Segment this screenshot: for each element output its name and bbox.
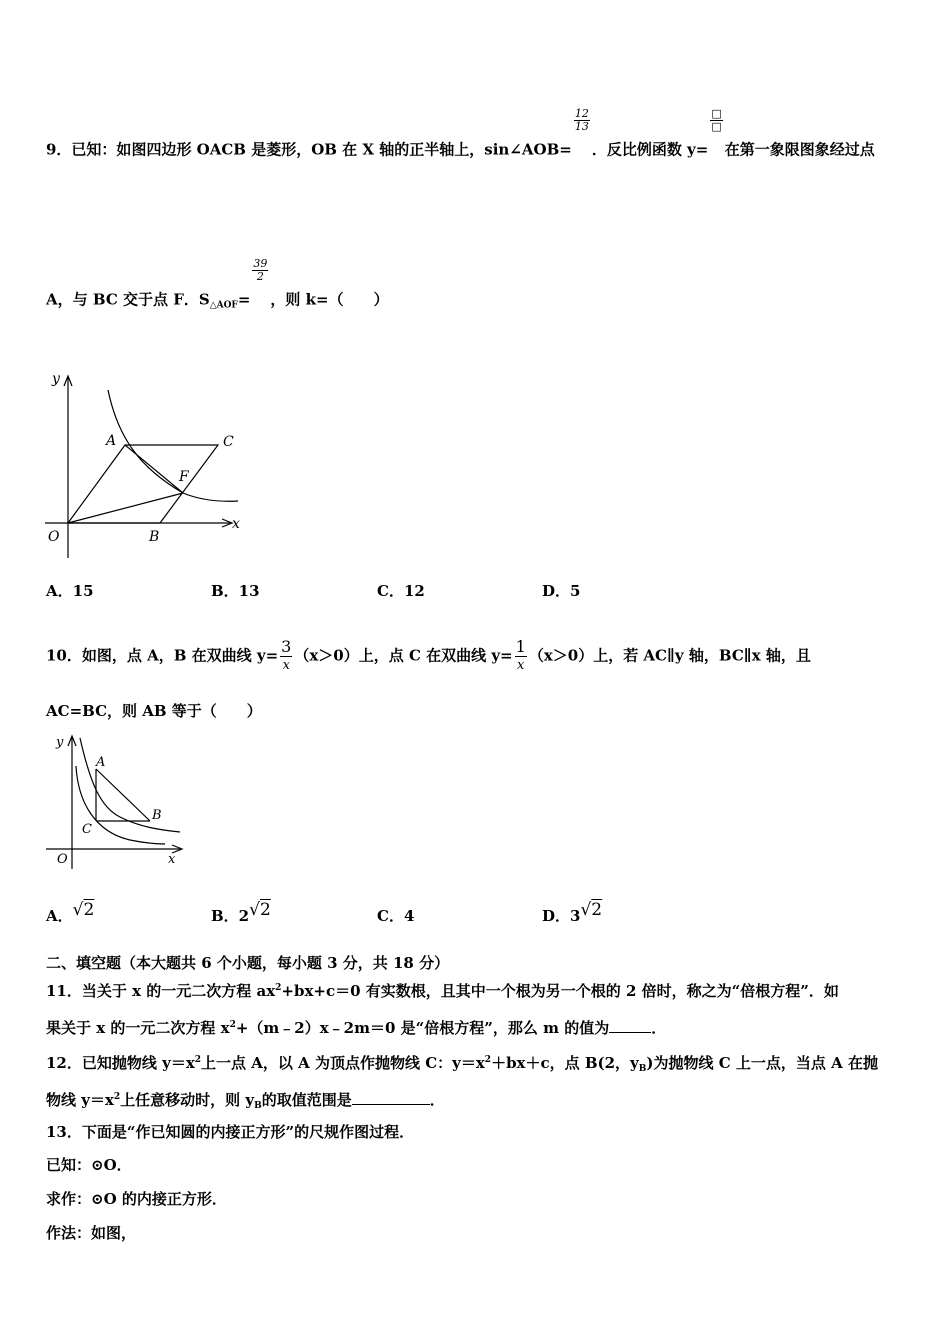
q10-label-c: C bbox=[82, 822, 92, 837]
sqrt-radicand: 2 bbox=[591, 900, 603, 920]
q13-method: 作法：如图， bbox=[46, 1224, 137, 1242]
q10-label-b: B bbox=[152, 808, 162, 823]
sqrt-radicand: 2 bbox=[259, 900, 271, 920]
k-fraction bbox=[710, 108, 722, 133]
q9-label-f: F bbox=[179, 469, 189, 485]
q9-option-a[interactable]: A．15 bbox=[46, 582, 94, 600]
q10-option-b-label: B．2 bbox=[211, 907, 250, 925]
area-fraction bbox=[252, 258, 268, 283]
q13-given: 已知：⊙O． bbox=[46, 1156, 132, 1174]
q13-line1: 13．下面是“作已知圆的内接正方形”的尺规作图过程． bbox=[46, 1123, 415, 1141]
q10-option-b[interactable] bbox=[211, 900, 271, 926]
q10-option-a[interactable] bbox=[46, 900, 95, 926]
q11-line2 bbox=[46, 1015, 666, 1038]
area-den: 2 bbox=[256, 270, 264, 283]
q9-text-b: ．反比例函数 y= bbox=[591, 140, 709, 159]
sqrt-radicand: 2 bbox=[83, 900, 95, 920]
f1-num: 3 bbox=[281, 637, 292, 656]
q12-text-end: ． bbox=[429, 1091, 445, 1109]
q10-label-y: y bbox=[56, 735, 64, 750]
k-den: □ bbox=[711, 120, 722, 133]
f1-den: x bbox=[282, 658, 290, 673]
sqrt-sign: √ bbox=[72, 900, 84, 920]
q10-figure bbox=[40, 732, 190, 872]
q12-text-a: 12．已知抛物线 y＝x bbox=[46, 1054, 195, 1072]
q9-text-c: 在第一象限图象经过点 bbox=[724, 140, 875, 159]
q11-text-end: ． bbox=[651, 1019, 667, 1037]
q11-text-c: 果关于 x 的一元二次方程 x bbox=[46, 1019, 230, 1037]
curve-3-over-x bbox=[80, 738, 180, 832]
q10-option-d-label: D．3 bbox=[542, 907, 581, 925]
q10-text-a: 10．如图，点 A，B 在双曲线 y= bbox=[46, 646, 279, 665]
q10-label-o: O bbox=[57, 852, 68, 867]
f2-den: x bbox=[517, 658, 525, 673]
q12-sub-b-2: B bbox=[254, 1101, 262, 1111]
q11-text-a: 11．当关于 x 的一元二次方程 ax bbox=[46, 982, 276, 1000]
q11-sup-2: 2 bbox=[229, 1020, 236, 1030]
q9-option-c[interactable]: C．12 bbox=[377, 582, 425, 600]
rhombus-oacb bbox=[68, 445, 218, 523]
q9-option-d[interactable]: D．5 bbox=[542, 582, 581, 600]
q12-line2 bbox=[46, 1087, 445, 1116]
q12-line1 bbox=[46, 1050, 878, 1079]
q12-text-f: 上任意移动时，则 y bbox=[120, 1091, 255, 1109]
q9-label-c: C bbox=[223, 434, 234, 450]
sqrt-sign: √ bbox=[249, 900, 260, 920]
segment-of bbox=[68, 493, 183, 523]
sqrt-2 bbox=[73, 900, 95, 920]
q9-label-y: y bbox=[52, 371, 60, 387]
q9-line2 bbox=[46, 257, 389, 316]
f2-num: 1 bbox=[515, 637, 526, 656]
sqrt-sign: √ bbox=[580, 900, 592, 920]
q9-text-a: 9．已知：如图四边形 OACB 是菱形，OB 在 X 轴的正半轴上，sin∠AOB= bbox=[46, 140, 572, 159]
fraction-3-over-x bbox=[280, 638, 292, 675]
q10-option-d[interactable] bbox=[542, 900, 603, 926]
q12-answer-blank[interactable] bbox=[352, 1104, 430, 1105]
q11-answer-blank[interactable] bbox=[609, 1032, 651, 1033]
q12-sup-3: 2 bbox=[113, 1092, 121, 1102]
sqrt-2 bbox=[249, 900, 271, 920]
q10-text-c: （x＞0）上，若 AC∥y 轴，BC∥x 轴，且 bbox=[528, 646, 811, 665]
q13-find: 求作：⊙O 的内接正方形． bbox=[46, 1190, 227, 1208]
section2-title: 二、填空题（本大题共 6 个小题，每小题 3 分，共 18 分） bbox=[46, 954, 450, 972]
segment-af bbox=[125, 445, 183, 493]
q12-sup-2: 2 bbox=[484, 1055, 492, 1065]
sin-den: 13 bbox=[574, 120, 589, 133]
q9-option-b[interactable]: B．13 bbox=[211, 582, 260, 600]
k-num: □ bbox=[711, 107, 722, 120]
q12-sub-b: B bbox=[638, 1064, 647, 1074]
q10-line1 bbox=[46, 638, 811, 675]
q12-text-d: )为抛物线 C 上一点，当点 A 在抛 bbox=[646, 1054, 878, 1072]
q10-line2: AC=BC，则 AB 等于（ ） bbox=[46, 702, 262, 720]
q9-text-d: A，与 BC 交于点 F．S bbox=[46, 290, 210, 309]
q10-option-c[interactable]: C．4 bbox=[377, 907, 415, 925]
area-subscript: △AOF bbox=[209, 300, 238, 311]
segment-ab bbox=[96, 769, 150, 821]
sin-fraction bbox=[574, 108, 590, 133]
q12-text-g: 的取值范围是 bbox=[261, 1091, 352, 1109]
q9-label-a: A bbox=[106, 433, 117, 449]
q11-line1 bbox=[46, 978, 839, 1001]
q10-text-b: （x＞0）上，点 C 在双曲线 y= bbox=[294, 646, 513, 665]
area-num: 39 bbox=[253, 257, 268, 270]
q9-text-f: ，则 k=（ ） bbox=[270, 290, 389, 309]
q11-text-b: +bx+c＝0 有实数根，且其中一个根为另一个根的 2 倍时，称之为“倍根方程”．如 bbox=[281, 982, 839, 1000]
fraction-1-over-x bbox=[515, 638, 527, 675]
q11-sup-1: 2 bbox=[275, 983, 282, 993]
sin-num: 12 bbox=[574, 107, 589, 120]
q12-text-c: ＋bx＋c，点 B(2，y bbox=[491, 1054, 639, 1072]
q12-text-e: 物线 y＝x bbox=[46, 1091, 114, 1109]
sqrt-2 bbox=[580, 900, 602, 920]
q9-line1 bbox=[46, 107, 875, 163]
q9-label-o: O bbox=[48, 529, 60, 545]
q10-label-x: x bbox=[168, 852, 176, 867]
q12-text-b: 上一点 A，以 A 为顶点作抛物线 C：y＝x bbox=[201, 1054, 485, 1072]
q10-label-a: A bbox=[96, 755, 106, 770]
q9-figure bbox=[40, 368, 245, 563]
q12-sup-1: 2 bbox=[194, 1055, 202, 1065]
q9-label-b: B bbox=[149, 529, 160, 545]
q10-option-a-label: A． bbox=[46, 907, 73, 925]
q9-text-e: = bbox=[237, 290, 251, 309]
q11-text-d: +（m﹣2）x﹣2m＝0 是“倍根方程”，那么 m 的值为 bbox=[235, 1019, 610, 1037]
q9-label-x: x bbox=[232, 516, 240, 532]
